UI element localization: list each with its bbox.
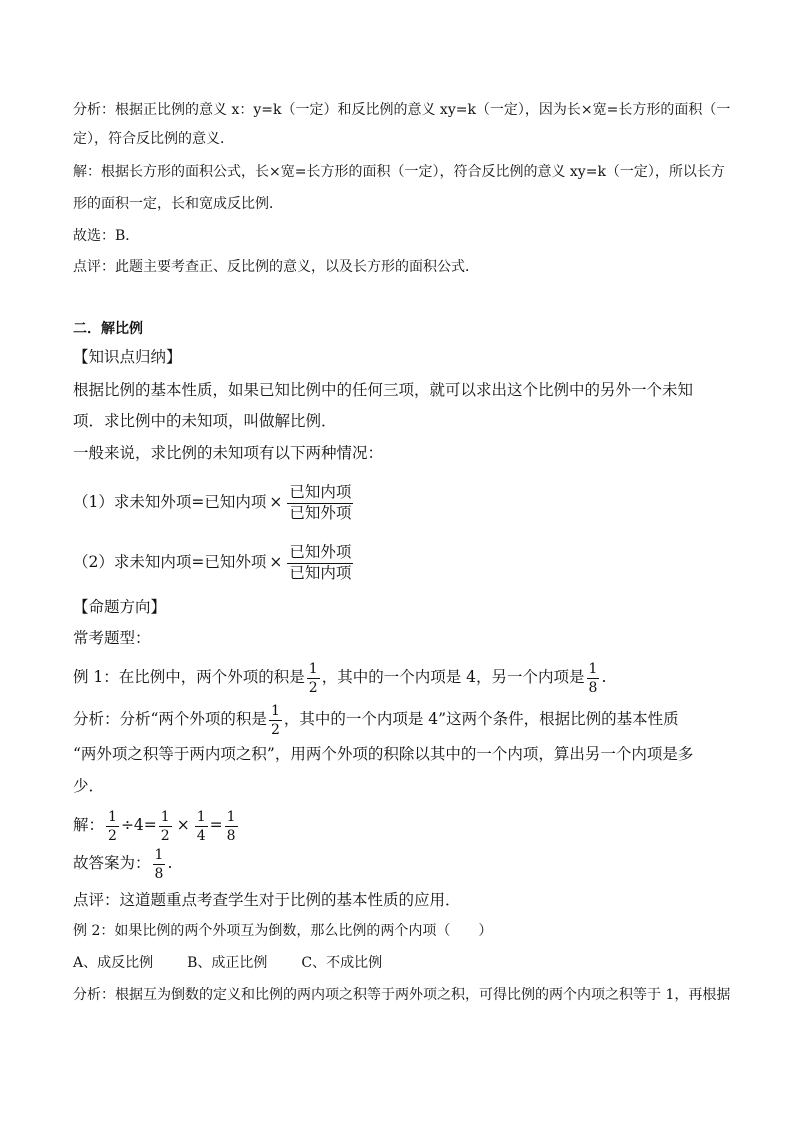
fraction-numerator: 已知内项 (287, 485, 353, 504)
divide-expression: ÷4= (120, 816, 157, 834)
fraction-denominator: 2 (108, 827, 117, 844)
example-1-analysis-line-1 (73, 696, 679, 742)
fraction-one-half (269, 704, 282, 737)
analysis-line-2: 定），符合反比例的意义． (73, 131, 234, 147)
example-1-question-b: ，其中的一个内项是 4，另一个内项是 (321, 668, 585, 686)
fraction-numerator: 1 (308, 660, 318, 677)
case-1-fraction (287, 485, 353, 521)
solution-line-2: 形的面积一定，长和宽成反比例． (73, 196, 283, 212)
fraction-one-half (106, 810, 119, 843)
example-1-answer (73, 840, 172, 886)
option-c: C、不成比例 (301, 955, 383, 971)
equals-symbol: = (209, 816, 223, 834)
fraction-numerator: 1 (270, 702, 280, 719)
times-symbol: × (176, 816, 190, 834)
fraction-numerator: 已知外项 (287, 545, 353, 564)
fraction-numerator: 1 (226, 808, 236, 825)
times-symbol: × (269, 493, 283, 511)
option-a: A、成反比例 (73, 955, 154, 971)
fraction-one-quarter (195, 810, 208, 843)
fraction-denominator: 2 (308, 679, 318, 696)
solution-line-1: 解：根据长方形的面积公式，长×宽=长方形的面积（一定），符合反比例的意义 xy=k（一定），所以长方 (73, 164, 725, 180)
fraction-denominator: 8 (154, 865, 164, 882)
case-1-prefix: （1）求未知外项=已知内项 (73, 493, 267, 511)
fraction-one-half (159, 810, 172, 843)
example-1-analysis-a: 分析：分析“两个外项的积是 (73, 710, 267, 728)
example-2-question: 例 2：如果比例的两个外项互为倒数，那么比例的两个内项（ ） (73, 923, 493, 939)
solution-label: 解： (73, 816, 105, 834)
fraction-denominator: 2 (160, 827, 170, 844)
example-1-comment: 点评：这道题重点考查学生对于比例的基本性质的应用． (73, 891, 461, 909)
fraction-denominator: 2 (270, 721, 280, 738)
answer-label: 故答案为： (73, 854, 151, 872)
example-1-analysis-line-2: “两外项之积等于两内项之积”，用两个外项的积除以其中的一个内项，算出另一个内项是多 (73, 745, 694, 763)
comment-line: 点评：此题主要考查正、反比例的意义，以及长方形的面积公式． (73, 259, 479, 275)
fraction-denominator: 8 (588, 679, 598, 696)
fraction-numerator: 1 (588, 660, 598, 677)
case-2-prefix: （2）求未知内项=已知外项 (73, 553, 267, 571)
case-2-formula (73, 538, 355, 586)
case-2-fraction (287, 545, 353, 581)
fraction-denominator: 4 (196, 827, 206, 844)
section-heading: 二．解比例 (73, 321, 143, 337)
fraction-numerator: 1 (108, 808, 117, 825)
analysis-line-1: 分析：根据正比例的意义 x：y=k（一定）和反比例的意义 xy=k（一定），因为长×宽=长方形的面积（一 (73, 102, 731, 118)
fraction-numerator: 1 (160, 808, 170, 825)
option-b: B、成正比例 (187, 955, 268, 971)
knowledge-label: 【知识点归纳】 (73, 348, 182, 366)
example-1-question (73, 654, 606, 700)
example-1-analysis-line-3: 少． (73, 777, 105, 795)
fraction-denominator: 8 (226, 827, 236, 844)
answer-line: 故选：B． (73, 228, 140, 244)
direction-label: 【命题方向】 (73, 598, 167, 616)
example-1-analysis-b: ，其中的一个内项是 4”这两个条件，根据比例的基本性质 (283, 710, 679, 728)
example-1-question-a: 例 1：在比例中，两个外项的积是 (73, 668, 305, 686)
general-line: 一般来说，求比例的未知项有以下两种情况： (73, 444, 384, 462)
fraction-one-eighth (587, 662, 600, 695)
example-1-question-end: . (601, 668, 607, 686)
fraction-one-eighth (225, 810, 238, 843)
fraction-one-half (307, 662, 320, 695)
knowledge-line-1: 根据比例的基本性质，如果已知比例中的任何三项，就可以求出这个比例中的另外一个未知 (73, 381, 694, 399)
fraction-numerator: 1 (154, 846, 164, 863)
fraction-denominator: 已知外项 (289, 503, 352, 522)
fraction-denominator: 已知内项 (289, 563, 352, 582)
fraction-numerator: 1 (196, 808, 206, 825)
fraction-one-eighth (153, 848, 166, 881)
case-1-formula (73, 478, 355, 526)
common-types-label: 常考题型： (73, 629, 151, 647)
knowledge-line-2: 项．求比例中的未知项，叫做解比例． (73, 412, 337, 430)
answer-end: . (167, 854, 173, 872)
example-2-options (73, 952, 382, 974)
times-symbol: × (269, 553, 283, 571)
example-2-analysis: 分析：根据互为倒数的定义和比例的两内项之积等于两外项之积，可得比例的两个内项之积等于 1，再根据 (73, 987, 731, 1003)
